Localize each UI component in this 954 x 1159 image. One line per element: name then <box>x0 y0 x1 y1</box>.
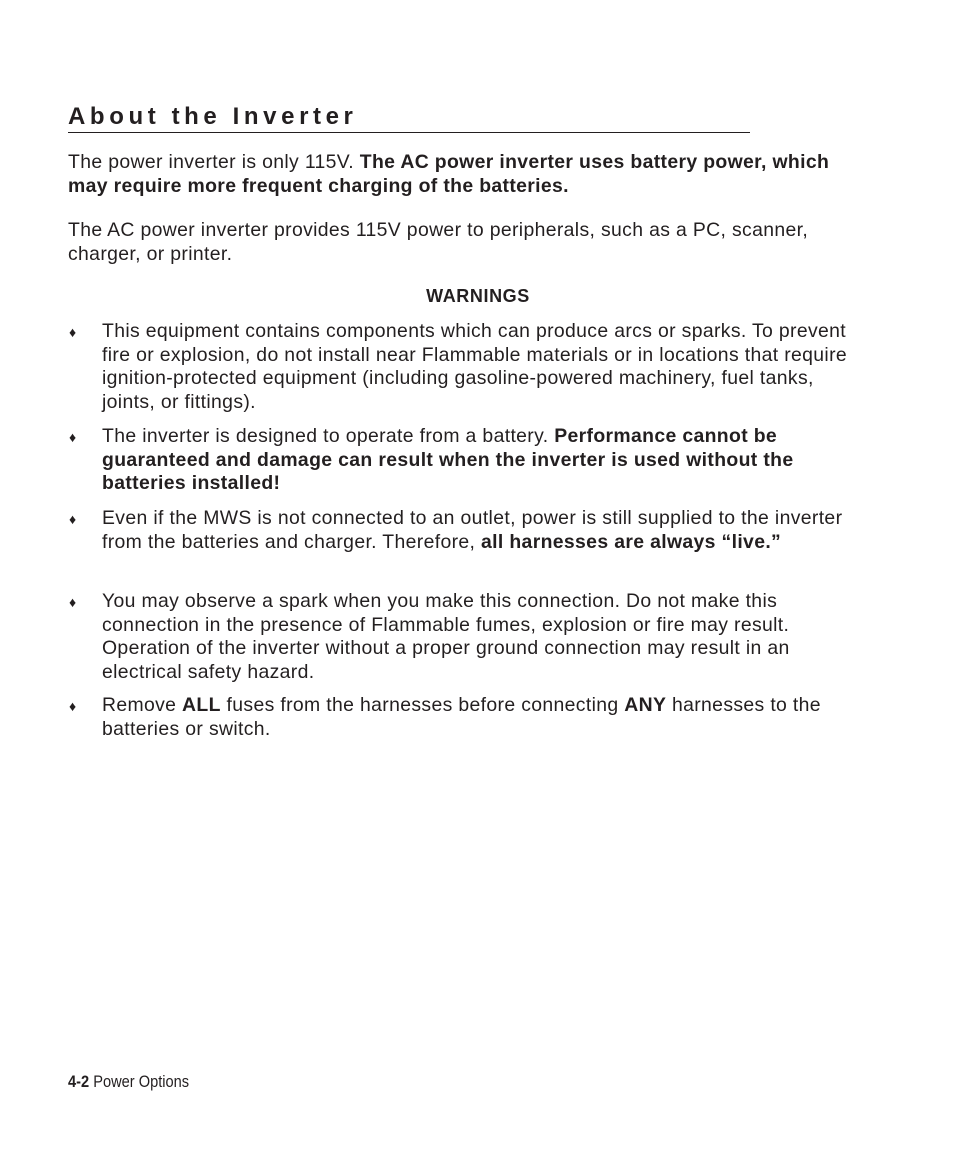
page-footer <box>68 1071 189 1093</box>
warning-text <box>102 425 862 496</box>
warning-text <box>102 507 862 554</box>
warning-text-run: This equipment contains components which can produce arcs or sparks. To prevent fire or explosion, do not install near Flammable materials or in locations that require ignition-protected equipment (including gasoline-powered machinery, fuel tanks, joints, or fittings). <box>102 320 848 413</box>
warning-text-run: You may observe a spark when you make this connection. Do not make this connection in the presence of Flammable fumes, explosion or fire may result. Operation of the inverter without a proper ground connection may result in an electrical safety hazard. <box>102 590 790 683</box>
warning-text-run: fuses from the harnesses before connecting <box>220 694 625 716</box>
diamond-bullet-icon: ♦ <box>69 429 77 445</box>
warnings-heading: WARNINGS <box>426 286 530 306</box>
warning-bold-run: Performance cannot be guaranteed and damage can result when the inverter is used without the batteries installed! <box>102 425 794 494</box>
diamond-bullet-icon: ♦ <box>69 511 77 527</box>
intro-text: The power inverter is only 115V. <box>68 151 360 173</box>
diamond-bullet-icon: ♦ <box>69 324 77 340</box>
intro-text: The AC power inverter provides 115V power to peripherals, such as a PC, scanner, charger, or printer. <box>68 219 809 265</box>
warning-text <box>102 320 862 414</box>
intro-paragraph-1 <box>68 151 868 198</box>
warning-bold-run: ANY <box>624 694 667 716</box>
page-number: 4-2 <box>68 1072 90 1091</box>
warning-text-run: Remove <box>102 694 183 716</box>
intro-bold-text: The AC power inverter uses battery power, which may require more frequent charging of the batteries. <box>68 151 830 197</box>
intro-paragraph-2 <box>68 219 868 266</box>
warning-text-run: harnesses to the batteries or switch. <box>102 694 821 740</box>
chapter-name: Power Options <box>89 1072 190 1091</box>
diamond-bullet-icon: ♦ <box>69 594 77 610</box>
warning-bold-run: ALL <box>182 694 221 716</box>
diamond-bullet-icon: ♦ <box>69 698 77 714</box>
warning-bold-run: all harnesses are always “live.” <box>481 530 782 553</box>
warning-text-run: Even if the MWS is not connected to an outlet, power is still supplied to the inverter from the batteries and charger. Therefore, <box>102 507 843 553</box>
warning-text <box>102 694 862 741</box>
warning-text <box>102 590 862 684</box>
warning-text-run: The inverter is designed to operate from a battery. <box>102 425 555 447</box>
section-title: About the Inverter <box>68 102 750 133</box>
